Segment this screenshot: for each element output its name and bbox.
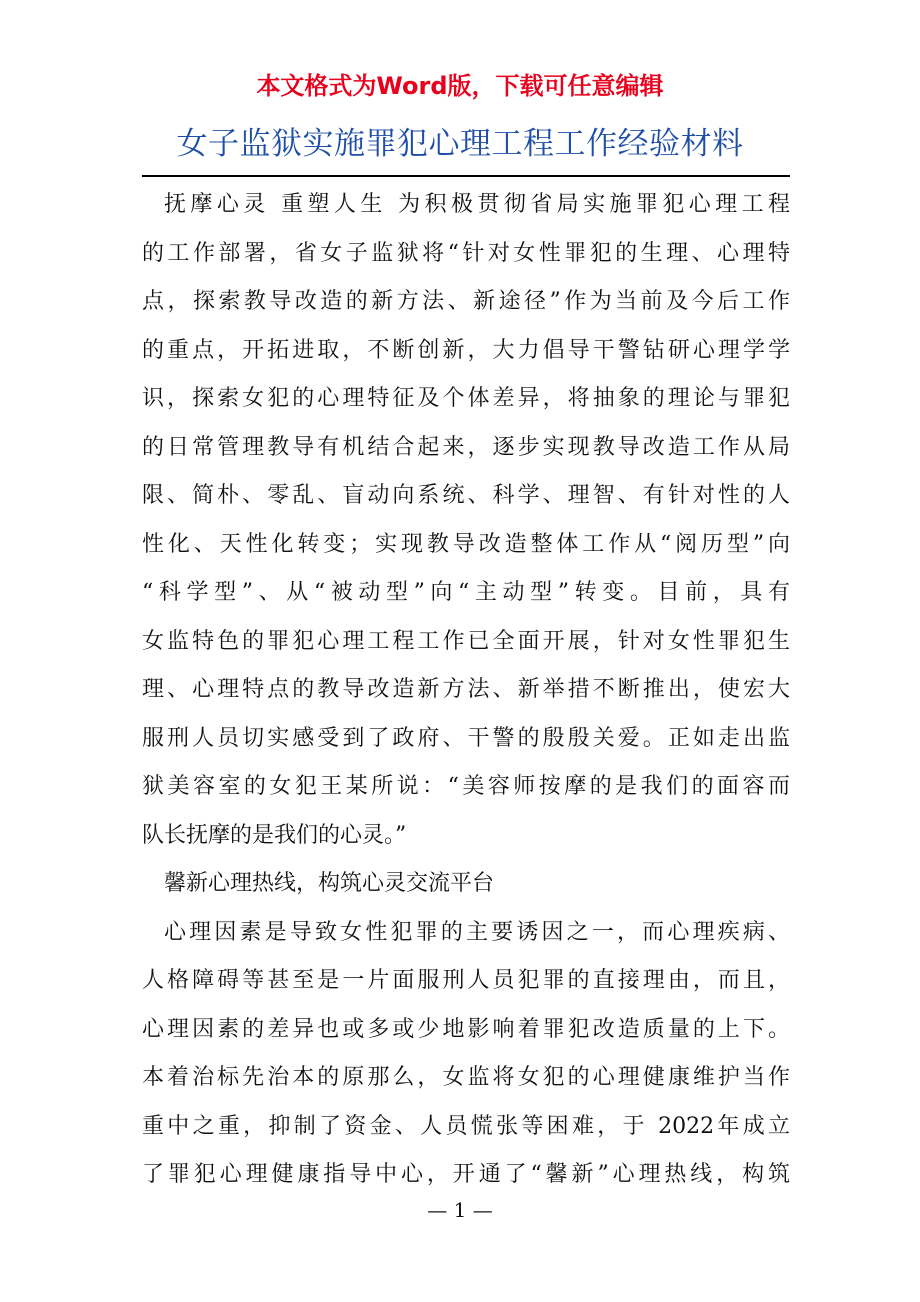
body-line: 女监特色的罪犯心理工程工作已全面开展，针对女性罪犯生	[142, 628, 790, 654]
body-line: “科学型”、从“被动型”向“主动型”转变。目前，具有	[142, 580, 790, 605]
document-title: 女子监狱实施罪犯心理工程工作经验材料	[176, 126, 744, 162]
format-notice: 本文格式为Word版，下载可任意编辑	[256, 72, 664, 100]
body-line: 性化、天性化转变；实现教导改造整体工作从“阅历型”向	[142, 531, 790, 557]
body-line: 重中之重，抑制了资金、人员慌张等困难，于 2022年成立	[142, 1113, 790, 1139]
title-divider	[142, 175, 790, 177]
body-line: 心理因素的差异也或多或少地影响着罪犯改造质量的上下。	[142, 1016, 790, 1042]
body-line: 心理因素是导致女性犯罪的主要诱因之一，而心理疾病、	[164, 919, 790, 945]
body-line: 的日常管理教导有机结合起来，逐步实现教导改造工作从局	[142, 434, 790, 460]
body-line: 点，探索教导改造的新方法、新途径”作为当前及今后工作	[142, 289, 790, 314]
body-line: 了罪犯心理健康指导中心，开通了“馨新”心理热线，构筑	[142, 1162, 790, 1187]
body-line: 抚摩心灵 重塑人生 为积极贯彻省局实施罪犯心理工程	[164, 192, 790, 217]
body-line: 的重点，开拓进取，不断创新，大力倡导干警钻研心理学学	[142, 337, 790, 363]
body-line: 理、心理特点的教导改造新方法、新举措不断推出，使宏大	[142, 677, 790, 702]
body-line: 限、简朴、零乱、盲动向系统、科学、理智、有针对性的人	[142, 483, 790, 508]
body-line: 人格障碍等甚至是一片面服刑人员犯罪的直接理由，而且，	[142, 968, 790, 993]
page-number: — 1 —	[427, 1198, 493, 1222]
section-heading: 馨新心理热线，构筑心灵交流平台	[164, 871, 495, 896]
body-line: 识，探索女犯的心理特征及个体差异，将抽象的理论与罪犯	[142, 386, 790, 411]
body-line: 狱美容室的女犯王某所说：“美容师按摩的是我们的面容而	[142, 774, 790, 799]
body-line: 服刑人员切实感受到了政府、干警的殷殷关爱。正如走出监	[142, 725, 790, 751]
body-line: 队长抚摩的是我们的心灵。”	[142, 822, 407, 848]
document-body	[142, 181, 790, 1200]
body-line: 的工作部署，省女子监狱将“针对女性罪犯的生理、心理特	[142, 240, 790, 266]
body-line: 本着治标先治本的原那么，女监将女犯的心理健康维护当作	[142, 1065, 790, 1090]
